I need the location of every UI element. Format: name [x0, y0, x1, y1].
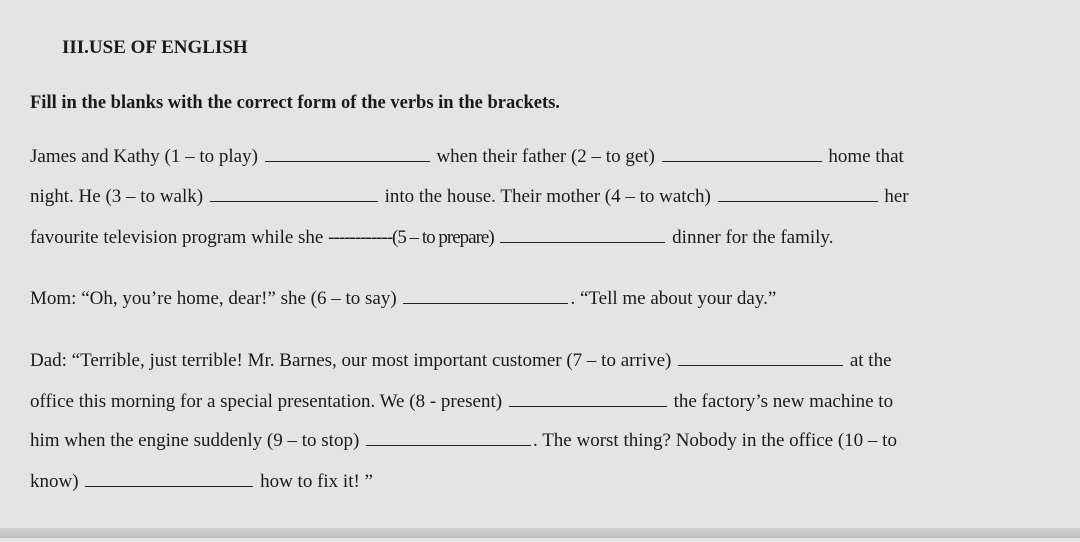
exercise-line-3 [30, 226, 833, 250]
line-text: when their father (2 – to get) [436, 146, 655, 167]
line-text: . The worst thing? Nobody in the office (10 – to [533, 430, 897, 451]
line-text: . “Tell me about your day.” [570, 288, 777, 309]
line-text: ------------(5 – to prepare) [328, 227, 494, 248]
answer-blank-1[interactable] [265, 160, 430, 162]
section-title: III.USE OF ENGLISH [62, 37, 248, 58]
answer-blank-2[interactable] [662, 160, 822, 162]
line-text: Mom: “Oh, you’re home, dear!” she (6 – to say) [30, 288, 397, 309]
exercise-line-5 [30, 349, 892, 373]
exercise-line-7 [30, 429, 897, 453]
exercise-line-8 [30, 470, 373, 494]
answer-blank-6[interactable] [403, 302, 568, 304]
answer-blank-10[interactable] [85, 485, 253, 487]
line-text: at the [849, 350, 892, 371]
line-text: into the house. Their mother (4 – to watch) [384, 186, 711, 207]
line-text: favourite television program while she [30, 227, 324, 248]
line-text: dinner for the family. [672, 227, 834, 248]
answer-blank-3[interactable] [210, 200, 378, 202]
exercise-line-1 [30, 145, 904, 169]
line-text: night. He (3 – to walk) [30, 186, 204, 207]
bottom-edge [0, 528, 1080, 538]
line-text: home that [828, 146, 904, 167]
line-text: him when the engine suddenly (9 – to stop) [30, 430, 360, 451]
answer-blank-7[interactable] [678, 364, 843, 366]
answer-blank-4[interactable] [718, 200, 878, 202]
line-text: know) [30, 471, 79, 492]
exercise-line-2 [30, 185, 909, 209]
instruction-text: Fill in the blanks with the correct form of the verbs in the brackets. [30, 93, 560, 113]
answer-blank-8[interactable] [509, 405, 667, 407]
line-text: James and Kathy (1 – to play) [30, 146, 258, 167]
exercise-line-6 [30, 390, 893, 414]
answer-blank-9[interactable] [366, 444, 531, 446]
line-text: how to fix it! ” [260, 471, 373, 492]
line-text: office this morning for a special presentation. We (8 - present) [30, 391, 503, 412]
line-text: the factory’s new machine to [673, 391, 894, 412]
answer-blank-5[interactable] [500, 241, 665, 243]
line-text: her [884, 186, 909, 207]
line-text: Dad: “Terrible, just terrible! Mr. Barnes, our most important customer (7 – to arrive) [30, 350, 672, 371]
exercise-line-4 [30, 287, 776, 311]
